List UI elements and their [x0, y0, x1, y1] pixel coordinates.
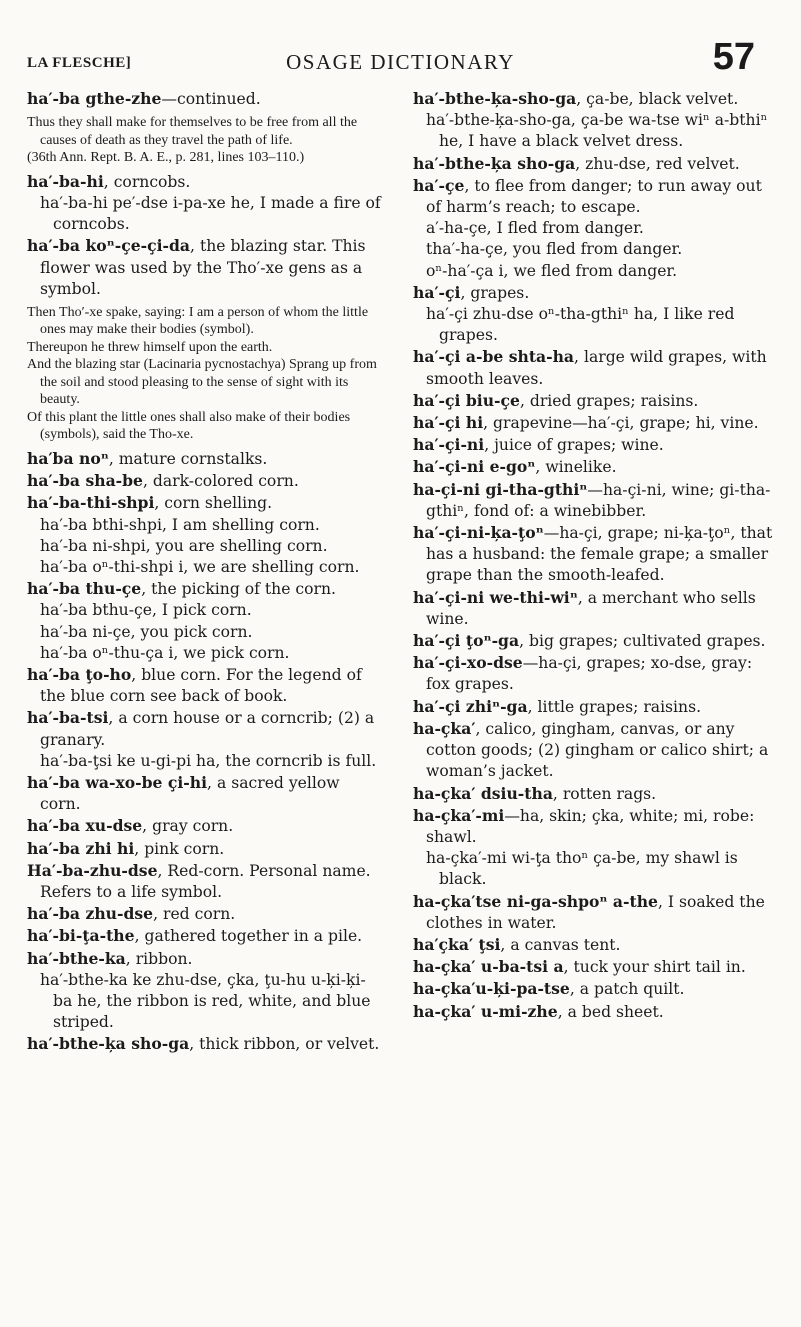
dictionary-entry	[413, 978, 775, 1000]
entry-definition: , gray corn.	[142, 817, 234, 836]
entry-headword: ha-çka′	[413, 718, 476, 738]
running-head-author: LA FLESCHE]	[27, 55, 132, 71]
entry-headword: ha′-bthe-ķa-sho-ga	[413, 89, 577, 108]
quoted-passage: Then Tho′-xe spake, saying: I am a person of whom the little ones may make their bodies (symbol).	[27, 304, 369, 338]
dictionary-entry	[413, 153, 775, 175]
entry-headword: ha′çka′ ţsi	[413, 934, 501, 954]
entry-headword: ha′-ba sha-be	[27, 471, 143, 491]
entry-definition: , pink corn.	[134, 839, 225, 858]
entry-headword: ha′-bthe-ķa sho-ga	[27, 1034, 190, 1054]
entry-headword: ha-çka′ u-mi-zhe	[413, 1001, 558, 1021]
entry-definition: , winelike.	[535, 458, 617, 477]
usage-example: ha′-ba bthi-shpi, I am shelling corn.	[40, 515, 320, 534]
entry-headword: ha′ba noⁿ	[27, 448, 109, 468]
dictionary-entry	[27, 925, 383, 947]
entry-definition: , a canvas tent.	[500, 935, 621, 954]
usage-example: ha′-ba-ţsi ke u-gi-pi ha, the corncrib is full.	[40, 751, 377, 770]
quoted-passage: And the blazing star (Lacinaria pycnostachya) Sprang up from the soil and stood pleasing to the sense of sight with its beauty.	[27, 357, 377, 408]
entry-definition: —ha, skin; çka, white; mi, robe: shawl.	[426, 806, 755, 846]
entry-definition: , calico, gingham, canvas, or any cotton goods; (2) gingham or calico shirt; a woman’s jacket.	[426, 719, 769, 781]
quoted-passage: Thereupon he threw himself upon the earth.	[27, 339, 273, 355]
entry-headword: ha′-ba-thi-shpi	[27, 493, 155, 513]
entry-definition: , grapevine—ha′-çi, grape; hi, vine.	[483, 414, 759, 433]
entry-definition: , I soaked the clothes in water.	[426, 892, 765, 932]
dictionary-entry	[27, 470, 383, 492]
entry-definition: —ha-çi, grape; ni-ķa-ţoⁿ, that has a husband: the female grape; a smaller grape than the smooth-leafed.	[426, 524, 773, 585]
entry-definition: , a merchant who sells wine.	[426, 588, 756, 628]
running-head-title: OSAGE DICTIONARY	[286, 50, 515, 74]
entry-headword: ha′-çi hi	[413, 413, 484, 433]
dictionary-entry	[27, 664, 383, 707]
page-number: 57	[712, 36, 755, 78]
dictionary-entry	[413, 456, 775, 478]
entry-definition: , grapes.	[460, 283, 530, 302]
dictionary-entry	[27, 88, 383, 110]
dictionary-entry	[413, 390, 775, 412]
usage-example: oⁿ-ha′-ça i, we fled from danger.	[426, 261, 678, 280]
dictionary-entry	[413, 696, 775, 718]
entry-definition: , large wild grapes, with smooth leaves.	[426, 348, 767, 388]
entry-definition: , gathered together in a pile.	[134, 927, 363, 946]
usage-example: ha′-bthe-ka ke zhu-dse, çka, ţu-hu u-ķi-ķi-ba he, the ribbon is red, white, and blue striped.	[40, 970, 371, 1032]
dictionary-entry	[413, 783, 775, 805]
dictionary-entry	[413, 434, 775, 456]
usage-example: ha-çka′-mi wi-ţa thoⁿ ça-be, my shawl is black.	[426, 849, 738, 889]
left-column	[27, 88, 383, 1056]
dictionary-entry	[413, 891, 775, 934]
entry-definition: , corncobs.	[103, 172, 191, 191]
dictionary-entry	[413, 522, 775, 587]
dictionary-entry	[413, 282, 775, 304]
dictionary-entry	[27, 860, 383, 903]
entry-headword: ha′-çi a-be shta-ha	[413, 347, 575, 367]
entry-definition: , a patch quilt.	[569, 980, 685, 999]
dictionary-entry	[27, 448, 383, 470]
entry-headword: ha′-ba xu-dse	[27, 816, 143, 836]
entry-definition: —ha-çi, grapes; xo-dse, gray: fox grapes.	[426, 654, 753, 694]
dictionary-entry	[413, 587, 775, 630]
usage-example: tha′-ha-çe, you fled from danger.	[426, 240, 683, 259]
entry-definition: , rotten rags.	[552, 784, 657, 803]
entry-headword: ha′-ba wa-xo-be çi-hi	[27, 772, 208, 792]
usage-example: ha′-ba ni-shpi, you are shelling corn.	[40, 536, 328, 555]
dictionary-entry	[413, 805, 775, 848]
entry-definition: , zhu-dse, red velvet.	[575, 154, 740, 173]
dictionary-entry	[413, 175, 775, 218]
quoted-passage: (36th Ann. Rept. B. A. E., p. 281, lines 103–110.)	[27, 150, 305, 166]
entry-definition: , a sacred yellow corn.	[40, 773, 340, 814]
usage-example: ha′-çi zhu-dse oⁿ-tha-gthiⁿ ha, I like red grapes.	[426, 305, 735, 345]
entry-definition: , tuck your shirt tail in.	[563, 958, 746, 977]
entry-definition: , big grapes; cultivated grapes.	[519, 632, 766, 651]
entry-definition: , juice of grapes; wine.	[484, 436, 664, 455]
dictionary-entry	[413, 630, 775, 652]
entry-headword: ha′-çi-ni-ķa-ţoⁿ	[413, 523, 544, 543]
entry-definition: , Red-corn. Personal name. Refers to a life symbol.	[40, 861, 371, 901]
usage-example: ha′-bthe-ķa-sho-ga, ça-be wa-tse wiⁿ a-bthiⁿ he, I have a black velvet dress.	[426, 111, 768, 151]
dictionary-entry	[27, 235, 383, 300]
dictionary-entry	[27, 1033, 383, 1055]
entry-headword: ha-çka′tse ni-ga-shpoⁿ a-the	[413, 891, 658, 911]
dictionary-entry	[27, 707, 383, 750]
entry-headword: ha-çka′-mi	[413, 805, 505, 825]
dictionary-entry	[413, 934, 775, 956]
entry-definition: —continued.	[161, 90, 261, 108]
dictionary-entry	[27, 772, 383, 815]
entry-definition: , blue corn. For the legend of the blue corn see back of book.	[40, 665, 362, 706]
dictionary-entry	[413, 412, 775, 434]
dictionary-entry	[413, 652, 775, 695]
usage-example: a′-ha-çe, I fled from danger.	[426, 219, 644, 238]
entry-definition: , a bed sheet.	[557, 1002, 664, 1021]
entry-headword: ha′-ba zhi hi	[27, 838, 135, 858]
usage-example: ha′-ba oⁿ-thu-ça i, we pick corn.	[40, 643, 290, 662]
entry-definition: , ça-be, black velvet.	[576, 90, 739, 108]
entry-headword: ha′-çi-ni	[413, 435, 485, 455]
dictionary-entry	[27, 838, 383, 860]
entry-headword: ha′-çi-xo-dse	[413, 653, 523, 673]
entry-headword: ha′-bthe-ķa sho-ga	[413, 153, 576, 173]
entry-definition: , little grapes; raisins.	[527, 697, 702, 716]
entry-headword: ha′-ba-hi	[27, 171, 104, 191]
usage-example: ha′-ba bthu-çe, I pick corn.	[40, 601, 252, 620]
entry-headword: ha′-ba ţo-ho	[27, 664, 132, 684]
dictionary-entry	[413, 88, 775, 110]
dictionary-entry	[27, 903, 383, 925]
entry-headword: ha′-çi ţoⁿ-ga	[413, 631, 520, 651]
usage-example: ha′-ba ni-çe, you pick corn.	[40, 622, 253, 641]
dictionary-entry	[27, 492, 383, 514]
entry-definition: , the blazing star. This flower was used by the Tho′-xe gens as a symbol.	[40, 237, 366, 298]
entry-headword: ha′-ba zhu-dse	[27, 904, 154, 924]
entry-headword: ha′-bi-ţa-the	[27, 926, 135, 946]
entry-headword: ha′-ba gthe-zhe	[27, 89, 162, 108]
entry-definition: , a corn house or a corncrib; (2) a granary.	[40, 709, 375, 749]
entry-definition: , red corn.	[153, 905, 236, 924]
usage-example: ha′-ba oⁿ-thi-shpi i, we are shelling corn.	[40, 557, 360, 576]
dictionary-entry	[27, 578, 383, 600]
page-header	[0, 0, 801, 90]
entry-definition: , to flee from danger; to run away out of harm’s reach; to escape.	[426, 176, 762, 217]
entry-headword: ha-çka′ u-ba-tsi a	[413, 957, 564, 977]
right-column	[413, 88, 775, 1023]
entry-headword: Ha′-ba-zhu-dse	[27, 860, 158, 880]
dictionary-entry	[413, 479, 775, 522]
entry-definition: , corn shelling.	[154, 494, 273, 513]
entry-definition: , dark-colored corn.	[142, 472, 299, 491]
entry-definition: , ribbon.	[125, 949, 193, 968]
entry-definition: , thick ribbon, or velvet.	[189, 1035, 380, 1054]
dictionary-entry	[27, 948, 383, 970]
quoted-passage: Thus they shall make for themselves to be free from all the causes of death as they travel the path of life.	[27, 115, 358, 148]
entry-headword: ha′-çi	[413, 282, 461, 302]
entry-headword: ha-çi-ni gi-tha-gthiⁿ	[413, 479, 588, 499]
dictionary-entry	[413, 1001, 775, 1023]
entry-headword: ha-çka′ dsiu-tha	[413, 783, 553, 803]
entry-headword: ha′-çi-ni e-goⁿ	[413, 457, 536, 477]
entry-definition: , dried grapes; raisins.	[519, 391, 699, 410]
entry-headword: ha′-ba koⁿ-çe-çi-da	[27, 236, 191, 256]
entry-definition: , the picking of the corn.	[141, 580, 336, 599]
entry-headword: ha′-çe	[413, 175, 465, 195]
entry-headword: ha′-ba-tsi	[27, 708, 109, 728]
entry-headword: ha′-çi zhiⁿ-ga	[413, 696, 528, 716]
entry-headword: ha′-bthe-ka	[27, 948, 126, 968]
quoted-passage: Of this plant the little ones shall also make of their bodies (symbols), said the Tho-xe.	[27, 409, 351, 443]
entry-headword: ha′-çi biu-çe	[413, 390, 520, 410]
entry-headword: ha-çka′u-ķi-pa-tse	[413, 979, 570, 999]
entry-definition: —ha-çi-ni, wine; gi-tha-gthiⁿ, fond of: a winebibber.	[426, 480, 771, 520]
entry-definition: , mature cornstalks.	[108, 449, 268, 468]
dictionary-entry	[27, 815, 383, 837]
usage-example: ha′-ba-hi pe′-dse i-pa-xe he, I made a fire of corncobs.	[40, 193, 381, 234]
entry-headword: ha′-çi-ni we-thi-wiⁿ	[413, 587, 578, 607]
dictionary-entry	[413, 718, 775, 783]
dictionary-entry	[413, 346, 775, 389]
dictionary-entry	[27, 171, 383, 193]
dictionary-entry	[413, 956, 775, 978]
entry-headword: ha′-ba thu-çe	[27, 579, 142, 599]
